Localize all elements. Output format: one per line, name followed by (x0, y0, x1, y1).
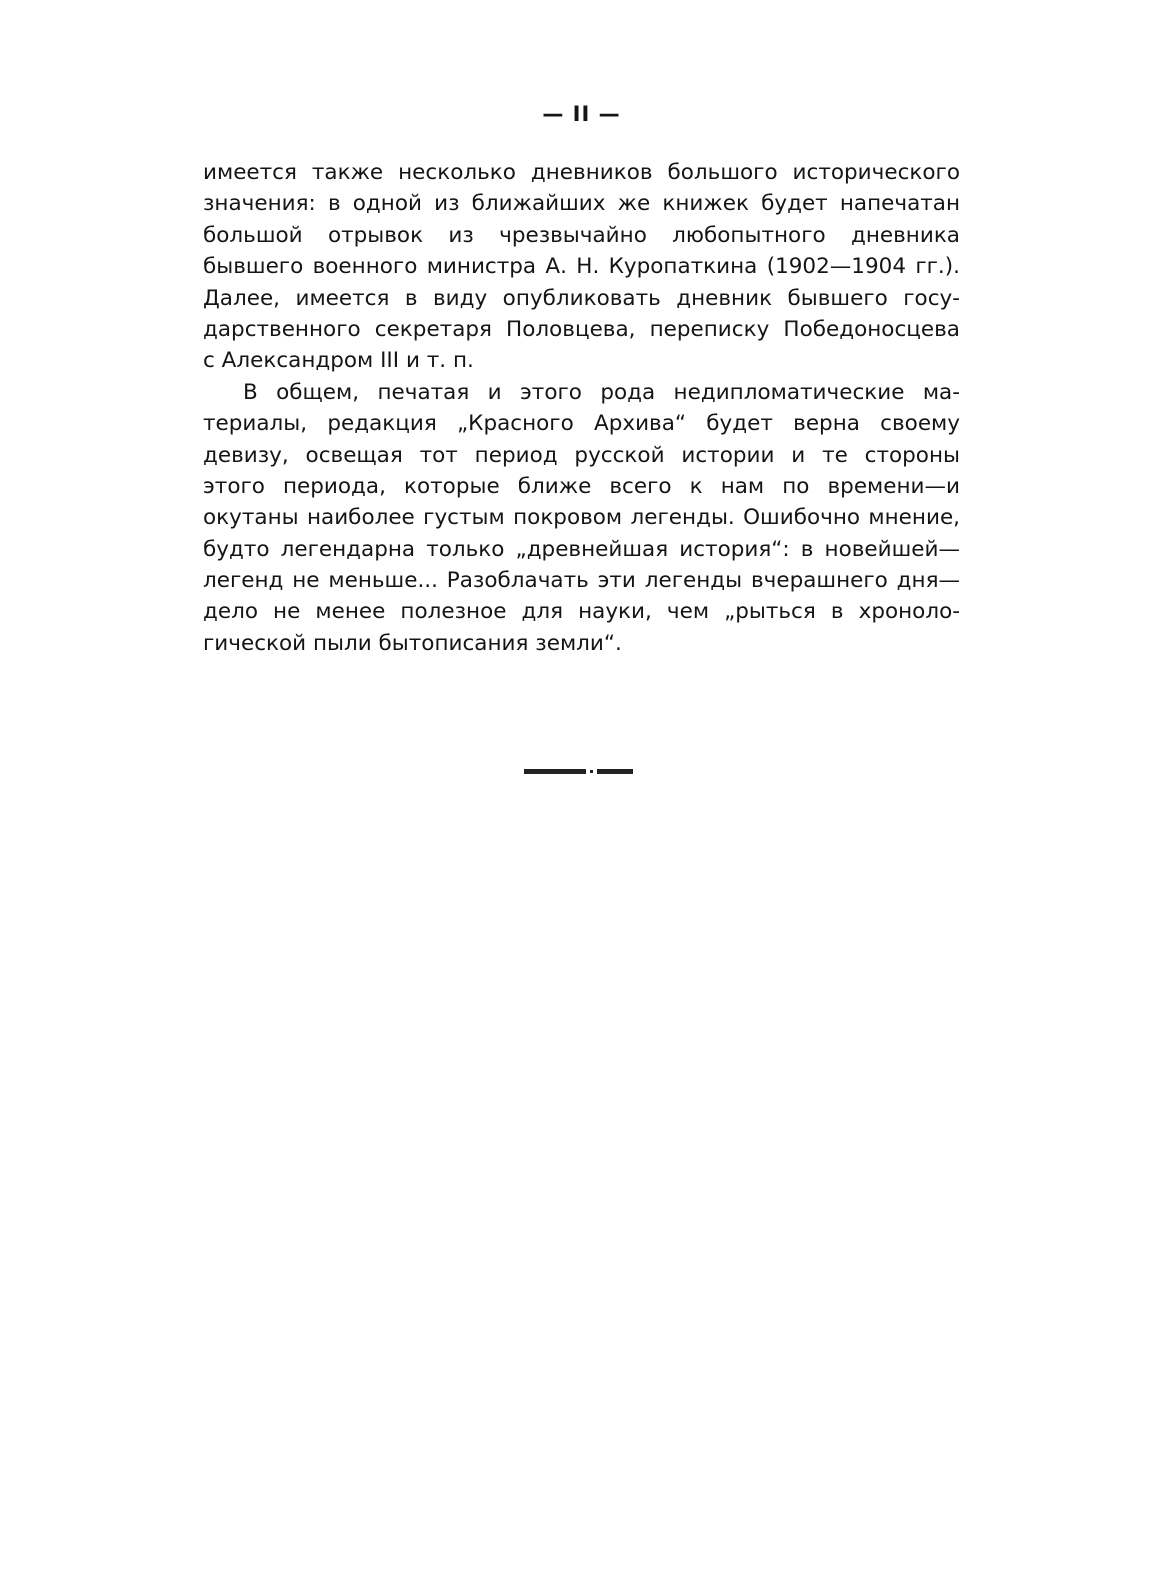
ornament-dot (590, 770, 593, 773)
ornament-rule-left (524, 769, 586, 774)
text-line: бывшего военного министра А. Н. Куропаткина (1902—1904 гг.). (203, 254, 960, 280)
text-line: имеется также несколько дневников большого исторического (203, 160, 960, 185)
text-line: легенд не меньше... Разоблачать эти легенды вчерашнего дня— (203, 568, 960, 594)
ornament-rule-right (597, 769, 633, 774)
text-line: гической пыли бытописания земли“. (203, 630, 622, 656)
text-line: значения: в одной из ближайших же книжек будет напечатан (203, 191, 960, 217)
text-line: с Александром III и т. п. (203, 348, 474, 374)
text-line: большой отрывок из чрезвычайно любопытного дневника (203, 222, 960, 248)
body-text (203, 157, 960, 659)
text-line: дело не менее полезное для науки, чем „рыться в хроноло- (203, 599, 960, 625)
text-line: окутаны наиболее густым покровом легенды. Ошибочно мнение, (203, 505, 960, 531)
text-line: Далее, имеется в виду опубликовать дневник бывшего госу- (203, 285, 960, 311)
end-ornament-divider (524, 768, 634, 774)
page-number: — II — (542, 102, 621, 126)
text-line: этого периода, которые ближе всего к нам по времени—и (203, 473, 960, 499)
text-line: будто легендарна только „древнейшая история“: в новейшей— (203, 536, 960, 562)
text-line: териалы, редакция „Красного Архива“ будет верна своему (203, 411, 960, 437)
text-line: девизу, освещая тот период русской истории и те стороны (203, 442, 960, 468)
text-line: В общем, печатая и этого рода недипломатические ма- (243, 379, 960, 405)
text-line: дарственного секретаря Половцева, переписку Победоносцева (203, 316, 960, 342)
